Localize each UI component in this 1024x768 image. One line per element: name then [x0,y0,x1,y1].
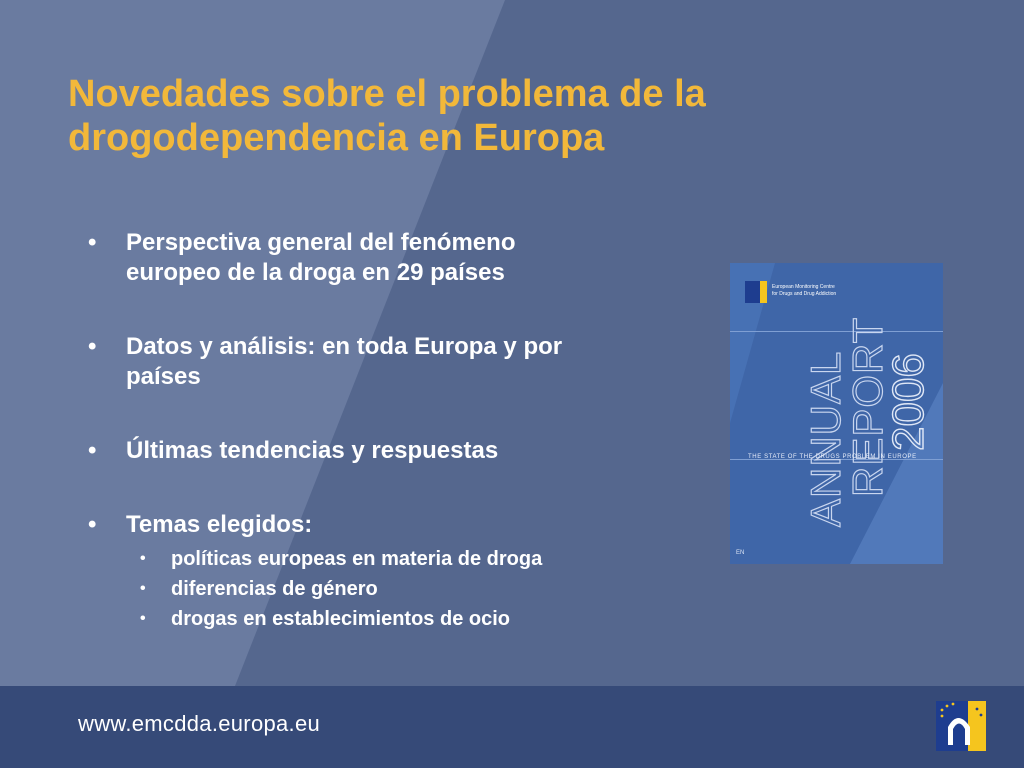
bullet-text: europeo de la droga en 29 países [126,259,505,286]
sub-bullet-text: políticas europeas en materia de droga [171,548,543,570]
bullet-item [88,228,688,288]
bullet-dot: • [88,229,97,256]
sub-bullet-item [126,544,688,574]
bullet-text: Datos y análisis: en toda Europa y por [126,333,563,360]
bullet-item [88,332,688,392]
sub-bullet-dot: • [140,580,146,597]
sub-bullet-item [126,604,688,634]
sub-bullet-item [126,574,688,604]
bullet-item [88,510,688,634]
bullet-dot: • [88,333,97,360]
sub-bullet-list [126,544,688,634]
bullet-text: Temas elegidos: [126,511,313,538]
title-line-1: Novedades sobre el problema de la [68,73,706,115]
cover-word-report: REPORT [844,316,891,497]
sub-bullet-dot: • [140,550,146,567]
bullet-dot: • [88,437,97,464]
cover-year: 2006 [884,353,933,451]
cover-divider-top [730,331,943,332]
sub-bullet-text: diferencias de género [171,578,378,600]
bullet-text: Últimas tendencias y respuestas [126,437,499,464]
emcdda-logo-icon [936,701,986,751]
bullet-list [88,228,688,634]
bullet-item [88,436,688,466]
sub-bullet-text: drogas en establecimientos de ocio [171,608,510,630]
slide-title [68,72,868,160]
cover-word-annual: ANNUAL [802,350,849,527]
cover-lang: EN [736,550,745,556]
cover-org-line-1: European Monitoring Centre [772,284,835,290]
annual-report-cover-image [730,263,943,564]
sub-bullet-dot: • [140,610,146,627]
bullet-text: Perspectiva general del fenómeno [126,229,516,256]
title-line-2: drogodependencia en Europa [68,117,605,159]
footer-url[interactable]: www.emcdda.europa.eu [78,711,321,736]
bullet-dot: • [88,511,97,538]
cover-org-line-2: for Drugs and Drug Addiction [772,291,837,297]
bullet-text: países [126,363,201,390]
cover-subtitle: THE STATE OF THE DRUGS PROBLEM IN EUROPE [748,454,917,460]
